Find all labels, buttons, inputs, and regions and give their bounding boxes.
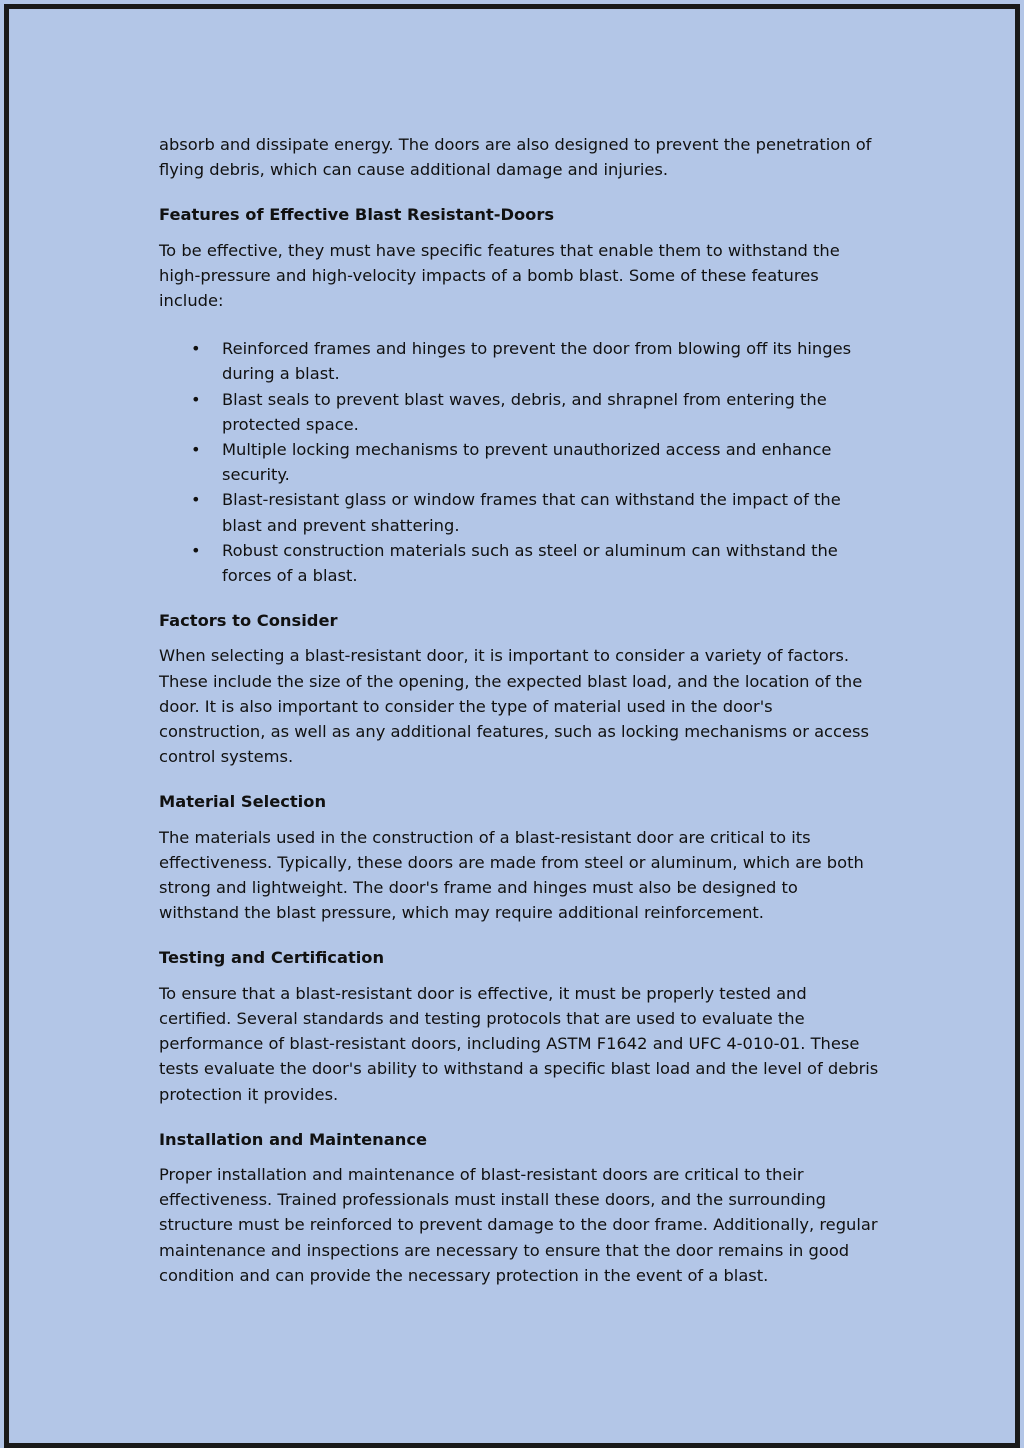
testing-paragraph: To ensure that a blast-resistant door is effective, it must be properly tested and certified. Several standards and testing protocols that are used to evaluate the performance of blast-resistant doors, including ASTM F1642 and UFC 4-010-01. These tests evaluate the door's ability to withstand a specific blast load and the level of debris protection it provides. bbox=[159, 983, 879, 1104]
bullet-icon: • bbox=[191, 440, 201, 460]
list-item-text: Multiple locking mechanisms to prevent unauthorized access and enhance security. bbox=[222, 440, 832, 485]
list-item bbox=[191, 487, 879, 537]
material-heading: Material Selection bbox=[159, 792, 327, 812]
installation-heading: Installation and Maintenance bbox=[159, 1129, 428, 1149]
material-paragraph: The materials used in the construction of a blast-resistant door are critical to its effectiveness. Typically, these doors are made from steel or aluminum, which are both strong and lightweight. The door's frame and hinges must also be designed to withstand the blast pressure, which may require additional reinforcement. bbox=[159, 827, 864, 923]
list-item bbox=[191, 538, 879, 588]
list-item bbox=[191, 387, 879, 437]
factors-heading: Factors to Consider bbox=[159, 611, 338, 631]
bullet-icon: • bbox=[191, 540, 201, 560]
features-list bbox=[159, 336, 879, 588]
bullet-icon: • bbox=[191, 389, 201, 409]
list-item-text: Robust construction materials such as steel or aluminum can withstand the forces of a blast. bbox=[222, 540, 838, 586]
installation-paragraph: Proper installation and maintenance of blast-resistant doors are critical to their effectiveness. Trained professionals must install these doors, and the surrounding structure must be reinforced to prevent damage to the door frame. Additionally, regular maintenance and inspections are necessary to ensure that the door remains in good condition and can provide the necessary protection in the event of a blast. bbox=[159, 1164, 878, 1285]
features-paragraph: To be effective, they must have specific features that enable them to withstand the high-pressure and high-velocity impacts of a bomb blast. Some of these features include: bbox=[159, 240, 840, 311]
bullet-icon: • bbox=[191, 490, 201, 510]
bullet-icon: • bbox=[191, 339, 201, 359]
list-item bbox=[191, 437, 879, 487]
document-body bbox=[159, 132, 879, 1288]
list-item-text: Reinforced frames and hinges to prevent the door from blowing off its hinges during a blast. bbox=[222, 339, 852, 384]
list-item bbox=[191, 336, 879, 386]
intro-paragraph: absorb and dissipate energy. The doors are also designed to prevent the penetration of flying debris, which can cause additional damage and injuries. bbox=[159, 135, 872, 180]
page-frame bbox=[4, 4, 1020, 1448]
features-heading: Features of Effective Blast Resistant-Doors bbox=[159, 205, 555, 225]
testing-heading: Testing and Certification bbox=[159, 948, 385, 968]
list-item-text: Blast-resistant glass or window frames that can withstand the impact of the blast and prevent shattering. bbox=[222, 490, 841, 535]
list-item-text: Blast seals to prevent blast waves, debris, and shrapnel from entering the protected space. bbox=[222, 389, 827, 434]
factors-paragraph: When selecting a blast-resistant door, it is important to consider a variety of factors. These include the size of the opening, the expected blast load, and the location of the door. It is also important to consider the type of material used in the door's construction, as well as any additional features, such as locking mechanisms or access control systems. bbox=[159, 646, 869, 767]
